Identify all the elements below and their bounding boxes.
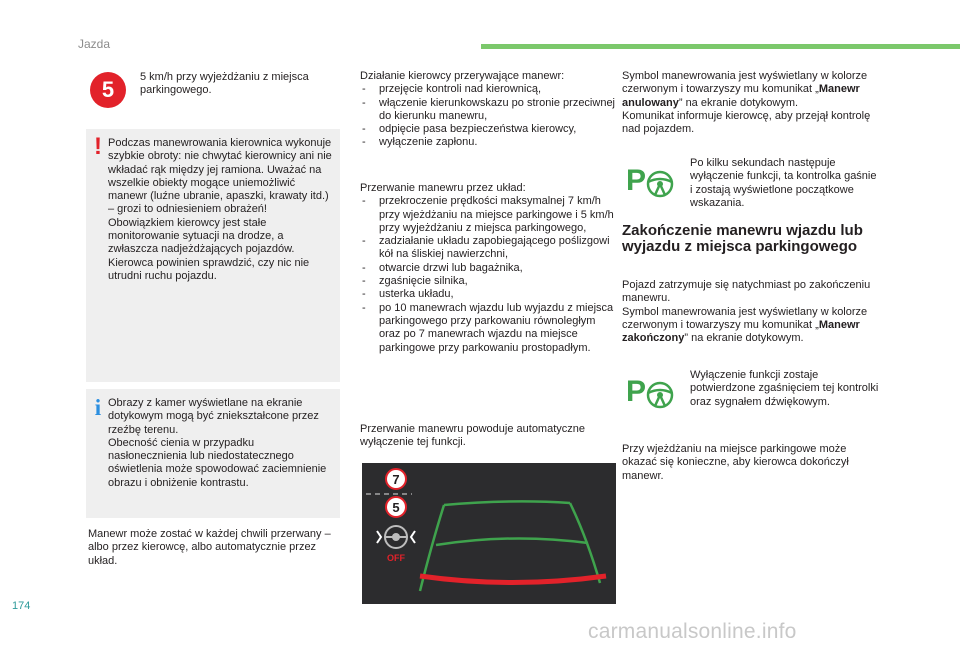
speed-badge-5-label: 5 — [392, 500, 400, 515]
warning-content — [108, 137, 336, 283]
stop-line — [420, 576, 606, 583]
cancel-symbol-paragraph — [622, 70, 884, 136]
section-heading: Zakończenie manewru wjazdu lub wyjazdu z miejsca parkingowego — [622, 222, 863, 255]
list-item: - zgaśnięcie silnika, — [360, 275, 615, 288]
warning-paragraph: Podczas manewrowania kierownica wykonuje szybkie obroty: nie chwytać kierownicy ani nie wkładać rąk między jej ramiona. Uważać na wszelkie obiekty mogące uniemożliwić manewr (luźne ubranie, apaszki, krawaty itd.) – grozi to odniesieniem obrażeń! — [108, 137, 332, 216]
manual-interrupt-text: Manewr może zostać w każdej chwili przerwany – albo przez kierowcę, albo automatycznie przez układ. — [88, 528, 331, 567]
text-fragment: ” na ekranie dotykowym. — [684, 332, 804, 345]
svg-text:P: P — [626, 164, 647, 197]
camera-view-graphic — [362, 463, 616, 604]
cancel-message-text — [622, 70, 884, 110]
system-interrupt-title: Przerwanie manewru przez układ: — [360, 182, 526, 194]
camera-view-illustration — [362, 463, 616, 604]
text-fragment: ” na ekranie dotykowym. — [678, 96, 799, 109]
confirmation-text: Wyłączenie funkcji zostaje potwierdzone zgaśnięciem tej kontrolki oraz sygnałem dźwiękowym. — [690, 369, 879, 408]
warning-box — [86, 129, 340, 382]
list-item: - otwarcie drzwi lub bagażnika, — [360, 262, 615, 275]
info-box — [86, 389, 340, 518]
system-interrupt-section — [360, 182, 615, 355]
completed-message-label: Manewr zakończony — [622, 318, 860, 345]
system-interrupt-list — [360, 195, 615, 355]
info-content — [108, 397, 336, 490]
speed-badge-7-label: 7 — [392, 472, 400, 487]
info-icon: i — [94, 395, 102, 420]
step-number-badge: 5 — [90, 72, 126, 108]
end-manoeuvre-paragraph — [622, 279, 884, 345]
list-item: - włączenie kierunkowskazu po stronie przeciwnej do kierunku manewru, — [360, 97, 615, 124]
list-item: - zadziałanie układu zapobiegającego poślizgowi kół na śliskiej nawierzchni, — [360, 235, 615, 262]
step-5-text: 5 km/h przy wyjeżdżaniu z miejsca parkingowego. — [140, 71, 309, 97]
completed-message-text — [622, 306, 884, 346]
function-off-text: Po kilku sekundach następuje wyłączenie funkcji, ta kontrolka gaśnie i zostają wyświetlone początkowe wskazania. — [690, 157, 877, 209]
info-paragraph: Obrazy z kamer wyświetlane na ekranie dotykowym mogą być zniekształcone przez rzeźbę terenu. — [108, 397, 319, 436]
takeover-text: Komunikat informuje kierowcę, aby przejął kontrolę nad pojazdem. — [622, 109, 871, 136]
text-fragment: Symbol manewrowania jest wyświetlany w kolorze czerwonym i towarzyszy mu komunikat „ — [622, 305, 868, 331]
cancel-message-label: Manewr anulowany — [622, 83, 860, 109]
watermark: carmanualsonline.info — [588, 620, 797, 643]
chapter-color-bar — [481, 44, 960, 49]
driver-interrupt-list — [360, 83, 615, 149]
driver-interrupt-title: Działanie kierowcy przerywające manewr: — [360, 70, 565, 82]
off-label: OFF — [387, 553, 405, 563]
list-item: - przekroczenie prędkości maksymalnej 7 km/h przy wjeżdżaniu na miejsce parkingowe i 5 km/h przy wyjeżdżaniu z miejsca parkingowego, — [360, 195, 615, 235]
park-assist-icon — [624, 160, 676, 205]
chapter-title: Jazda — [78, 37, 111, 51]
list-item: - usterka układu, — [360, 288, 615, 301]
finish-manoeuvre-text: Przy wjeżdżaniu na miejsce parkingowe może okazać się konieczne, aby kierowca dokończył manewr. — [622, 443, 849, 482]
list-item: - odpięcie pasa bezpieczeństwa kierowcy, — [360, 123, 615, 136]
text-fragment: Symbol manewrowania jest wyświetlany w kolorze czerwonym i towarzyszy mu komunikat „ — [622, 70, 868, 96]
list-item: - przejęcie kontroli nad kierownicą, — [360, 83, 615, 96]
auto-disable-text: Przerwanie manewru powoduje automatyczne wyłączenie tej funkcji. — [360, 423, 586, 449]
svg-text:P: P — [626, 375, 647, 408]
list-item: - po 10 manewrach wjazdu lub wyjazdu z miejsca parkingowego przy parkowaniu równoległym oraz po 7 manewrach wjazdu na miejsce parkingowe przy parkowaniu prostopadłym. — [360, 302, 615, 355]
page-number: 174 — [12, 600, 31, 612]
exclamation-icon: ! — [94, 133, 102, 160]
list-item: - wyłączenie zapłonu. — [360, 136, 615, 149]
steering-wheel-icon — [377, 526, 415, 548]
vehicle-stops-text: Pojazd zatrzymuje się natychmiast po zakończeniu manewru. — [622, 279, 871, 305]
park-assist-icon — [624, 371, 676, 416]
driver-interrupt-section — [360, 70, 615, 150]
warning-paragraph: Obowiązkiem kierowcy jest stałe monitorowanie sytuacji na drodze, a zwłaszcza nadjeżdżających pojazdów. Kierowca powinien sprawdzić, czy nic nie utrudni ruchu pojazdu. — [108, 216, 310, 282]
info-paragraph: Obecność cienia w przypadku nasłonecznienia lub niedostatecznego oświetlenia może spowodować zaciemnienie obrazu i obniżenie kontrastu. — [108, 436, 327, 489]
